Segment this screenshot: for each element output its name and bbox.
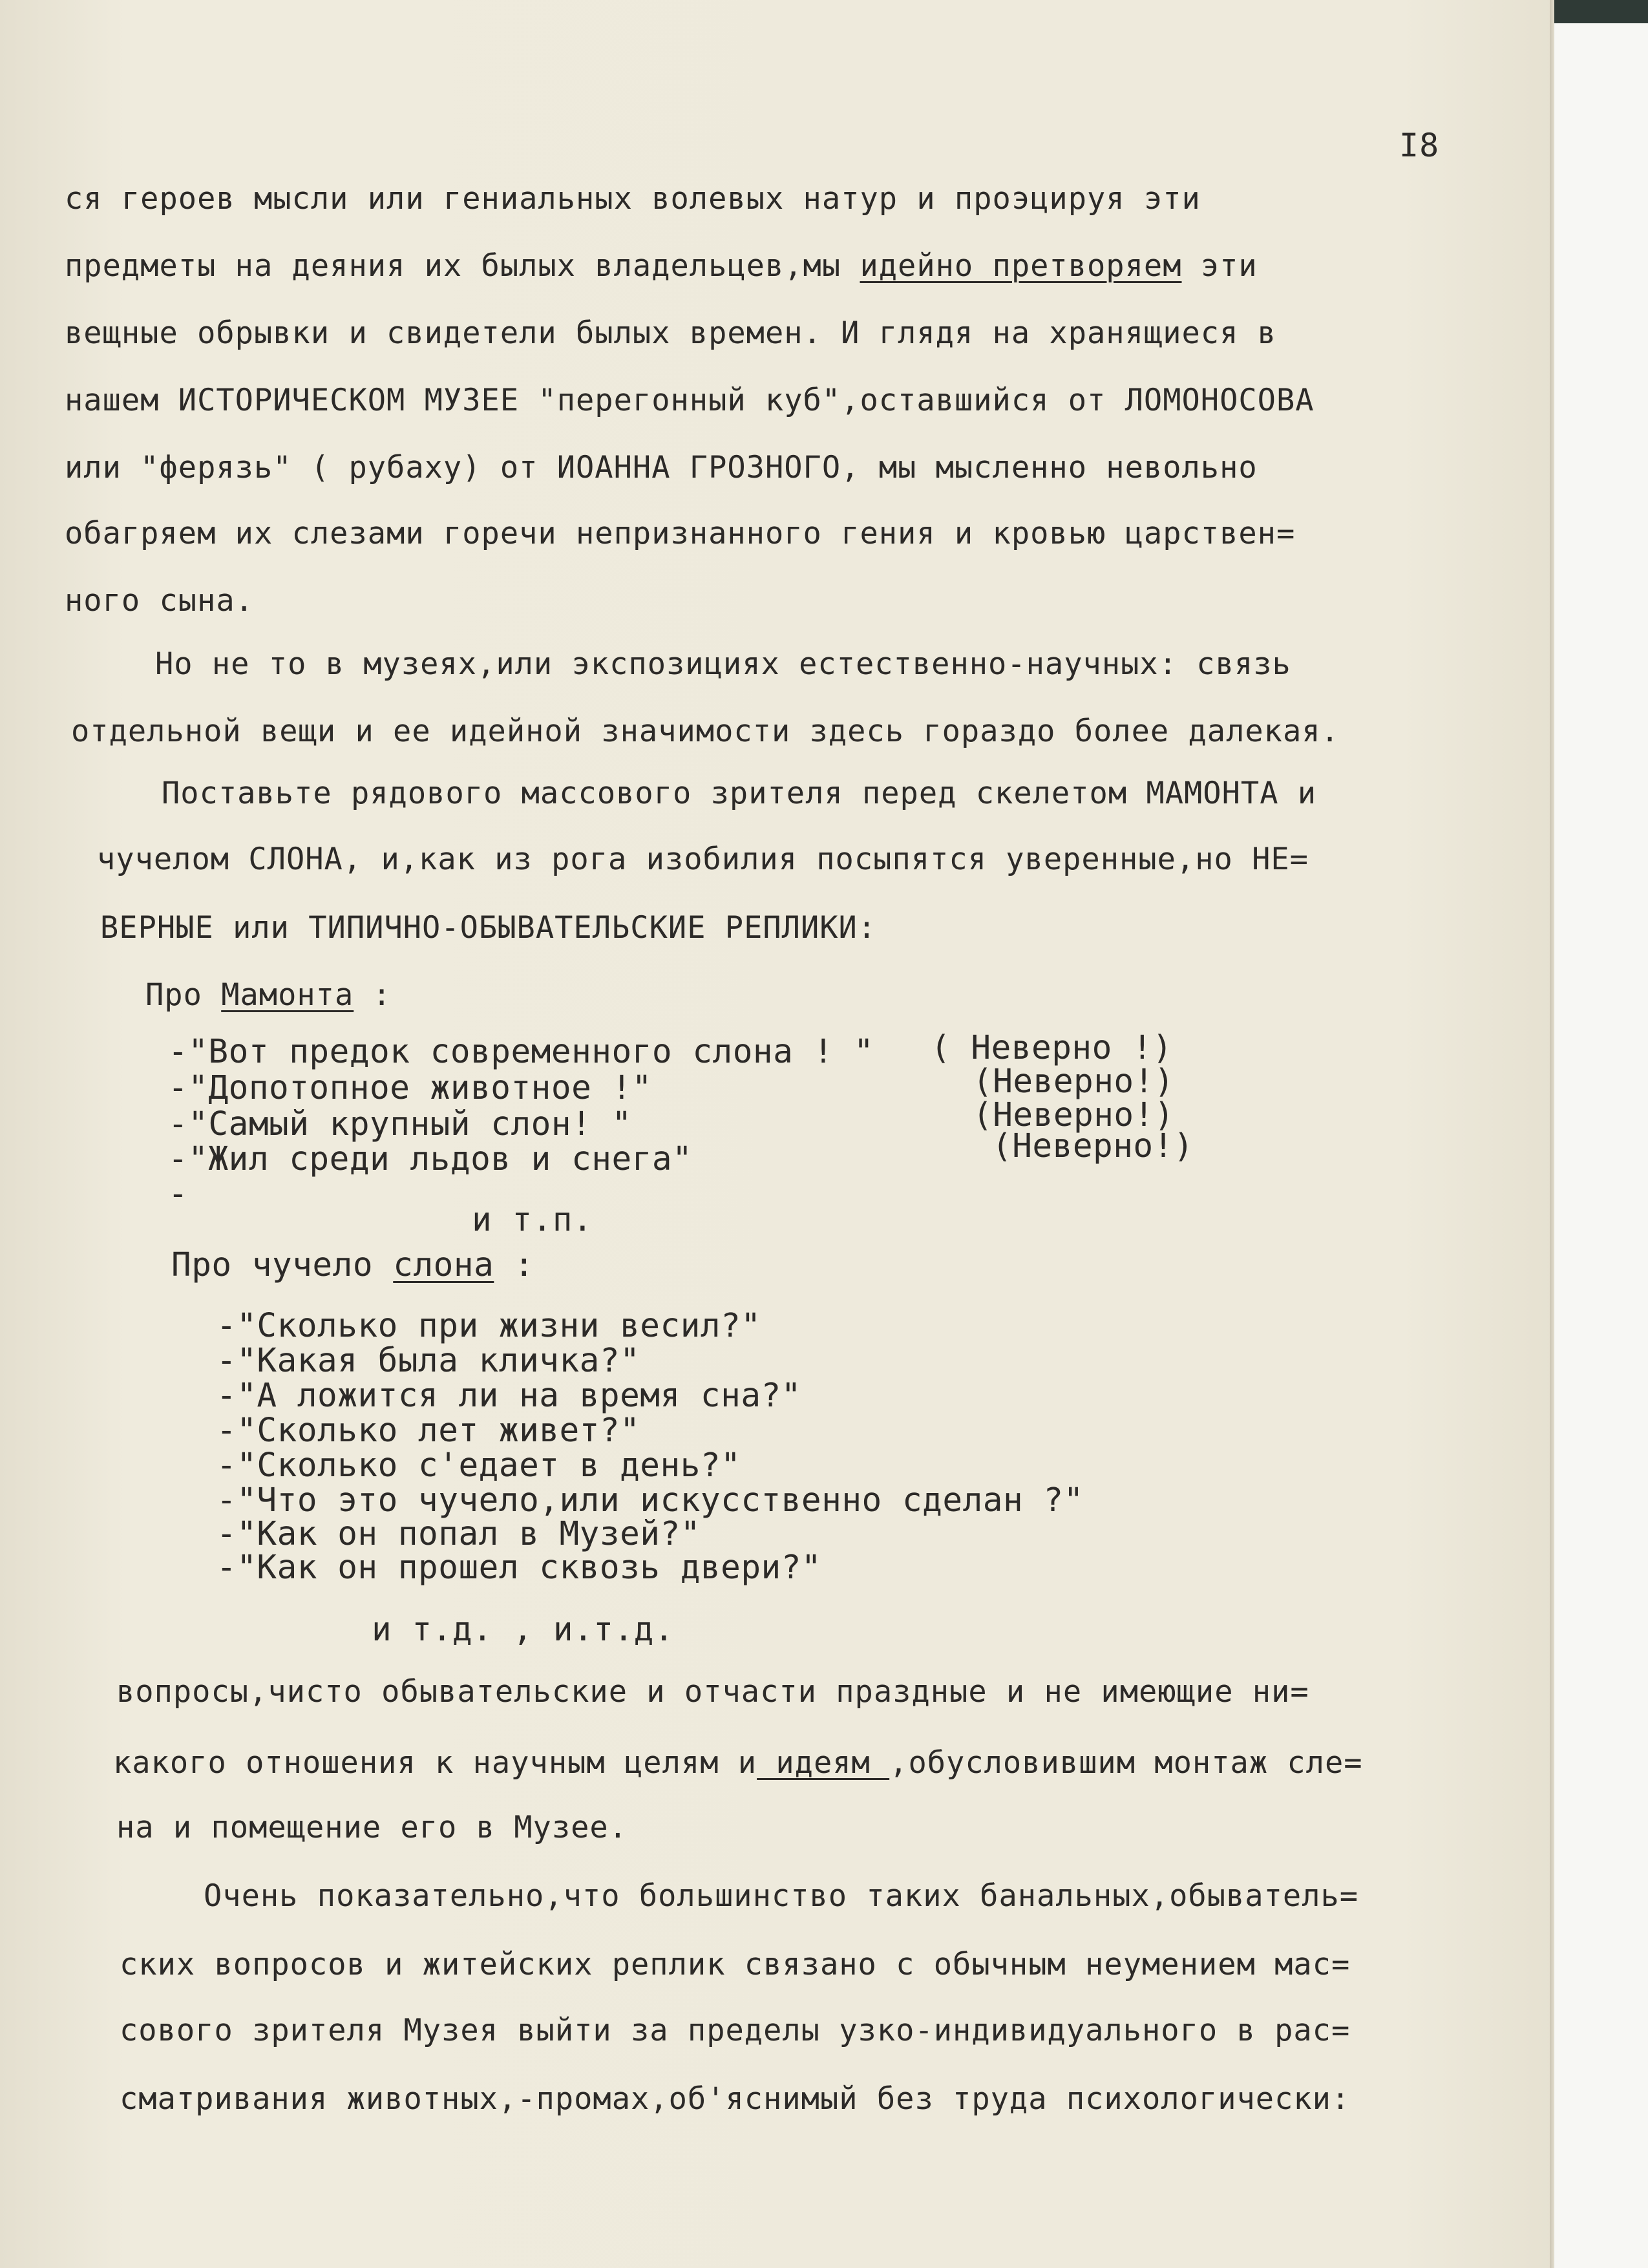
text-line: на и помещение его в Музее. xyxy=(116,1810,628,1845)
text-line: Но не то в музеях,или экспозициях естественно-научных: связь xyxy=(155,646,1291,682)
text-line: ного сына. xyxy=(65,583,254,619)
text-line: сматривания животных,-промах,об'яснимый без труда психологически: xyxy=(120,2081,1351,2117)
mammoth-verdict: (Неверно!) xyxy=(973,1063,1175,1101)
elephant-question: -"Сколько при жизни весил?" xyxy=(217,1307,761,1345)
text-line: чучелом СЛОНА, и,как из рога изобилия посыпятся уверенные,но НЕ= xyxy=(97,842,1309,877)
mammoth-remark: -"Вот предок современного слона ! " xyxy=(168,1033,874,1071)
elephant-question: -"Что это чучело,или искусственно сделан ?" xyxy=(217,1481,1084,1520)
elephant-question: -"Сколько лет живет?" xyxy=(217,1412,640,1450)
text-line: предметы на деяния их былых владельцев,мы идейно претворяем эти xyxy=(65,248,1258,284)
page-number: I8 xyxy=(1399,127,1440,164)
scan-background xyxy=(1554,0,1648,2268)
elephant-question: -"Какая была кличка?" xyxy=(217,1342,640,1380)
elephant-question: -"Как он попал в Музей?" xyxy=(217,1515,701,1553)
mammoth-verdict: (Неверно!) xyxy=(992,1127,1194,1165)
page-edge-shadow xyxy=(1550,0,1555,2268)
text-line: вещные обрывки и свидетели былых времен. И глядя на хранящиеся в xyxy=(65,315,1276,351)
text-line: обагряем их слезами горечи непризнанного гения и кровью царствен= xyxy=(65,516,1296,551)
underlined-phrase: идейно претворяем xyxy=(860,248,1182,284)
mammoth-heading: Про Мамонта : xyxy=(145,977,392,1013)
elephant-heading: Про чучело слона : xyxy=(171,1246,534,1284)
text-line: ских вопросов и житейских реплик связано с обычным неумением мас= xyxy=(120,1947,1351,1982)
text-line: какого отношения к научным целям и идеям ,обусловившим монтаж сле= xyxy=(113,1745,1363,1781)
elephant-question: -"Как он прошел сквозь двери?" xyxy=(217,1549,822,1587)
text-line: отдельной вещи и ее идейной значимости здесь гораздо более далекая. xyxy=(71,714,1340,749)
elephant-question: -"Сколько с'едает в день?" xyxy=(217,1447,741,1485)
mammoth-etc: и т.п. xyxy=(472,1201,593,1239)
mammoth-remark: -"Допотопное животное !" xyxy=(168,1069,652,1107)
mammoth-remark: -"Жил среди льдов и снега" xyxy=(168,1140,693,1178)
text-line: вопросы,чисто обывательские и отчасти праздные и не имеющие ни= xyxy=(116,1674,1309,1710)
text-line: Очень показательно,что большинство таких банальных,обыватель= xyxy=(204,1878,1359,1914)
list-dash: - xyxy=(168,1175,189,1213)
text-line: нашем ИСТОРИЧЕСКОМ МУЗЕЕ "перегонный куб",оставшийся от ЛОМОНОСОВА xyxy=(65,383,1315,418)
mammoth-remark: -"Самый крупный слон! " xyxy=(168,1105,632,1143)
text-line: сового зрителя Музея выйти за пределы узко-индивидуального в рас= xyxy=(120,2013,1351,2048)
underlined-phrase: идеям xyxy=(757,1745,890,1781)
mammoth-verdict: ( Неверно !) xyxy=(931,1029,1173,1067)
text-line: ВЕРНЫЕ или ТИПИЧНО-ОБЫВАТЕЛЬСКИЕ РЕПЛИКИ: xyxy=(100,910,877,946)
text-line: Поставьте рядового массового зрителя перед скелетом МАМОНТА и xyxy=(162,776,1317,811)
text-line: или "ферязь" ( рубаху) от ИОАННА ГРОЗНОГО, мы мысленно невольно xyxy=(65,450,1258,485)
elephant-question: -"А ложится ли на время сна?" xyxy=(217,1377,801,1415)
scan-border xyxy=(1554,0,1648,23)
mammoth-verdict: (Неверно!) xyxy=(973,1096,1175,1134)
elephant-subject: слона xyxy=(393,1246,494,1284)
elephant-etc: и т.д. , и.т.д. xyxy=(372,1611,675,1649)
mammoth-subject: Мамонта xyxy=(221,977,354,1013)
text-line: ся героев мысли или гениальных волевых натур и проэцируя эти xyxy=(65,181,1201,217)
